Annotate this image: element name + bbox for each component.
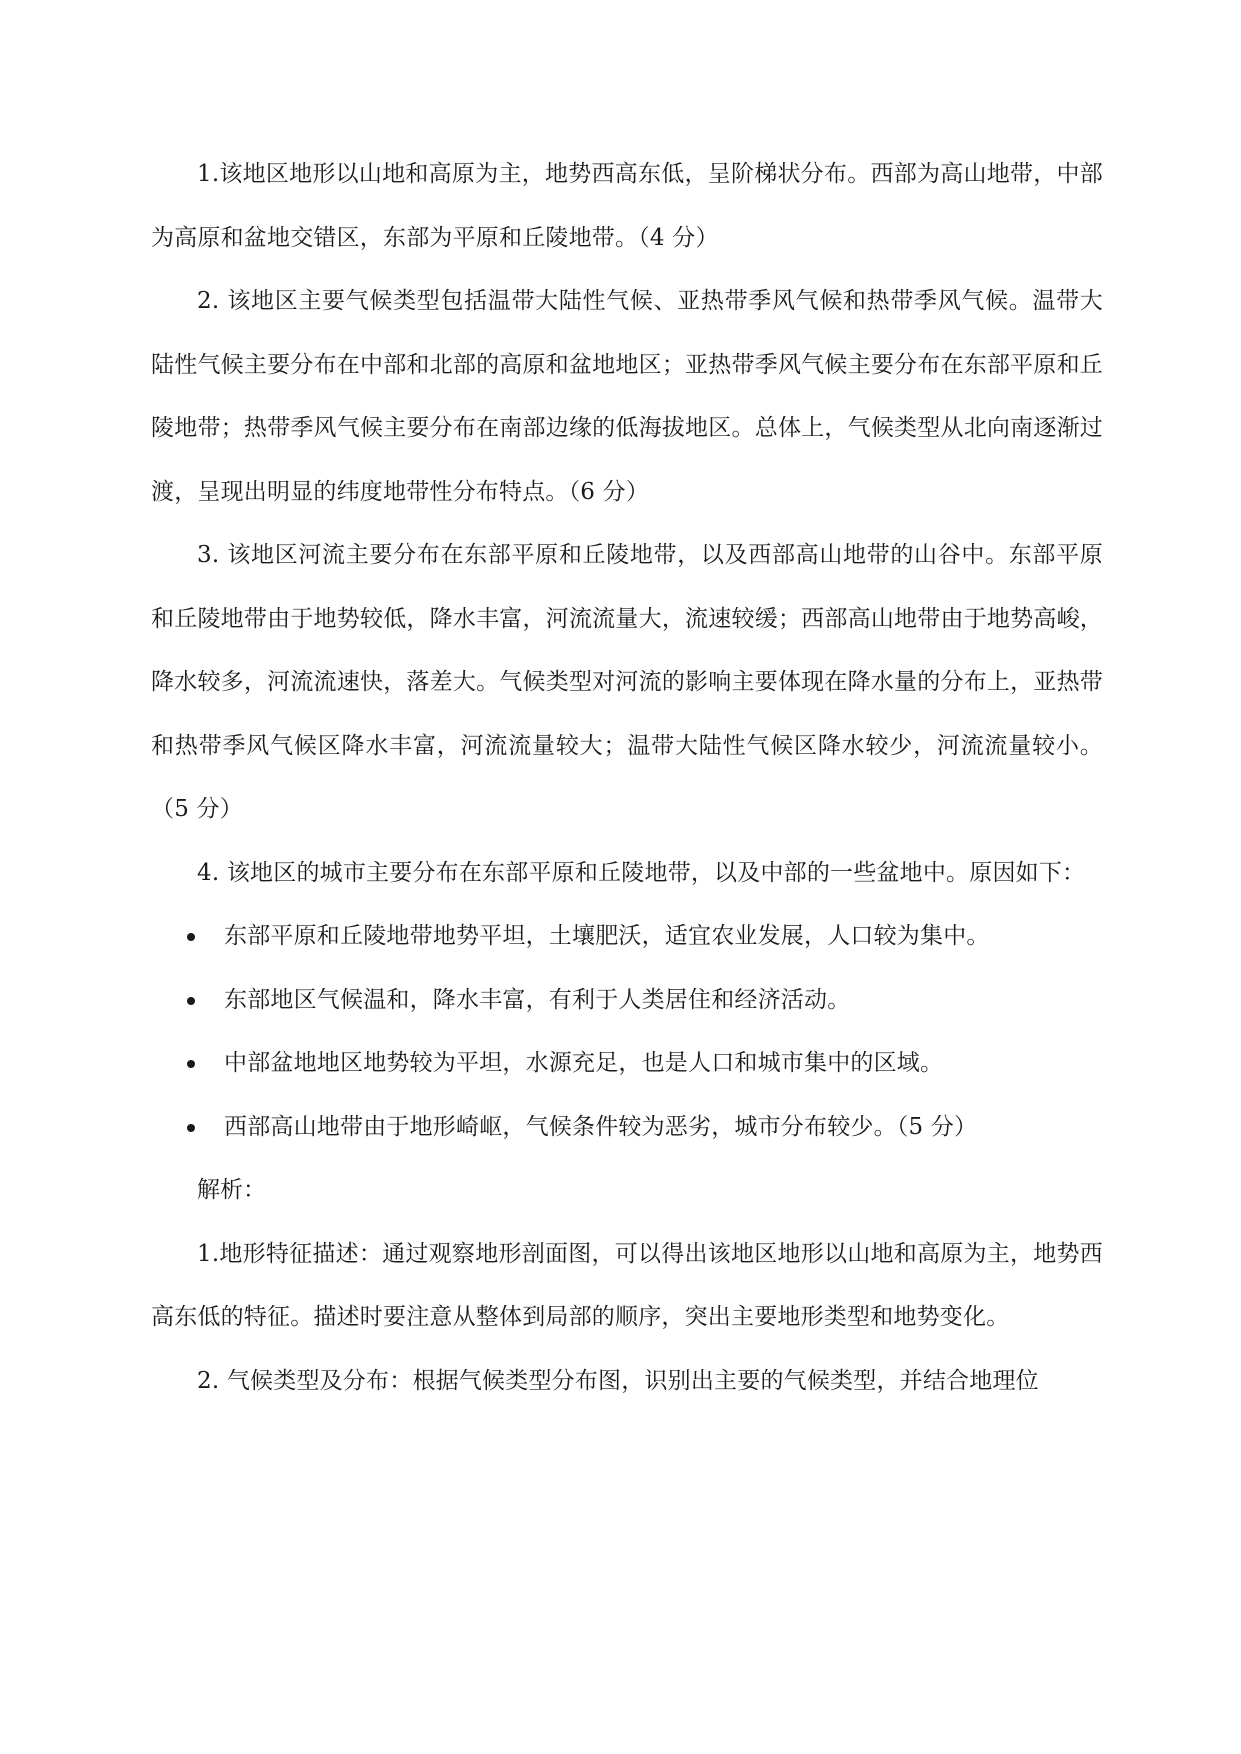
bullet-icon bbox=[187, 1124, 195, 1132]
analysis-2: 2. 气候类型及分布：根据气候类型分布图，识别出主要的气候类型，并结合地理位 bbox=[197, 1367, 1039, 1394]
reason-item bbox=[151, 1032, 1103, 1096]
bullet-icon bbox=[187, 997, 195, 1005]
answer-2: 2. 该地区主要气候类型包括温带大陆性气候、亚热带季风气候和热带季风气候。温带大陆性气候主要分布在中部和北部的高原和盆地地区；亚热带季风气候主要分布在东部平原和丘陵地带；热带季风气候主要分布在南部边缘的低海拔地区。总体上，气候类型从北向南逐渐过渡，呈现出明显的纬度地带性分布特点。（6 分） bbox=[151, 288, 1103, 505]
answer-4: 4. 该地区的城市主要分布在东部平原和丘陵地带，以及中部的一些盆地中。原因如下： bbox=[197, 859, 1086, 886]
bullet-icon bbox=[187, 1060, 195, 1068]
analysis-label: 解析： bbox=[197, 1177, 266, 1203]
reason-text: 东部平原和丘陵地带地势平坦，土壤肥沃，适宜农业发展，人口较为集中。 bbox=[224, 923, 990, 949]
reason-text: 中部盆地地区地势较为平坦，水源充足，也是人口和城市集中的区域。 bbox=[224, 1050, 944, 1076]
reason-text: 西部高山地带由于地形崎岖，气候条件较为恶劣，城市分布较少。（5 分） bbox=[224, 1113, 978, 1140]
answer-3: 3. 该地区河流主要分布在东部平原和丘陵地带，以及西部高山地带的山谷中。东部平原和丘陵地带由于地势较低，降水丰富，河流流量大，流速较缓；西部高山地带由于地势高峻，降水较多，河流流速快，落差大。气候类型对河流的影响主要体现在降水量的分布上，亚热带和热带季风气候区降水丰富，河流流量较大；温带大陆性气候区降水较少，河流流量较小。（5 分） bbox=[151, 542, 1103, 822]
reason-text: 东部地区气候温和，降水丰富，有利于人类居住和经济活动。 bbox=[224, 986, 851, 1013]
answer-1: 1.该地区地形以山地和高原为主，地势西高东低，呈阶梯状分布。西部为高山地带，中部为高原和盆地交错区，东部为平原和丘陵地带。（4 分） bbox=[151, 161, 1103, 251]
bullet-icon bbox=[187, 933, 195, 941]
reason-item bbox=[151, 969, 1103, 1033]
reasons-list bbox=[151, 905, 1103, 1159]
analysis-1: 1.地形特征描述：通过观察地形剖面图，可以得出该地区地形以山地和高原为主，地势西高东低的特征。描述时要注意从整体到局部的顺序，突出主要地形类型和地势变化。 bbox=[151, 1240, 1103, 1330]
reason-item bbox=[151, 905, 1103, 969]
reason-item bbox=[151, 1096, 1103, 1160]
